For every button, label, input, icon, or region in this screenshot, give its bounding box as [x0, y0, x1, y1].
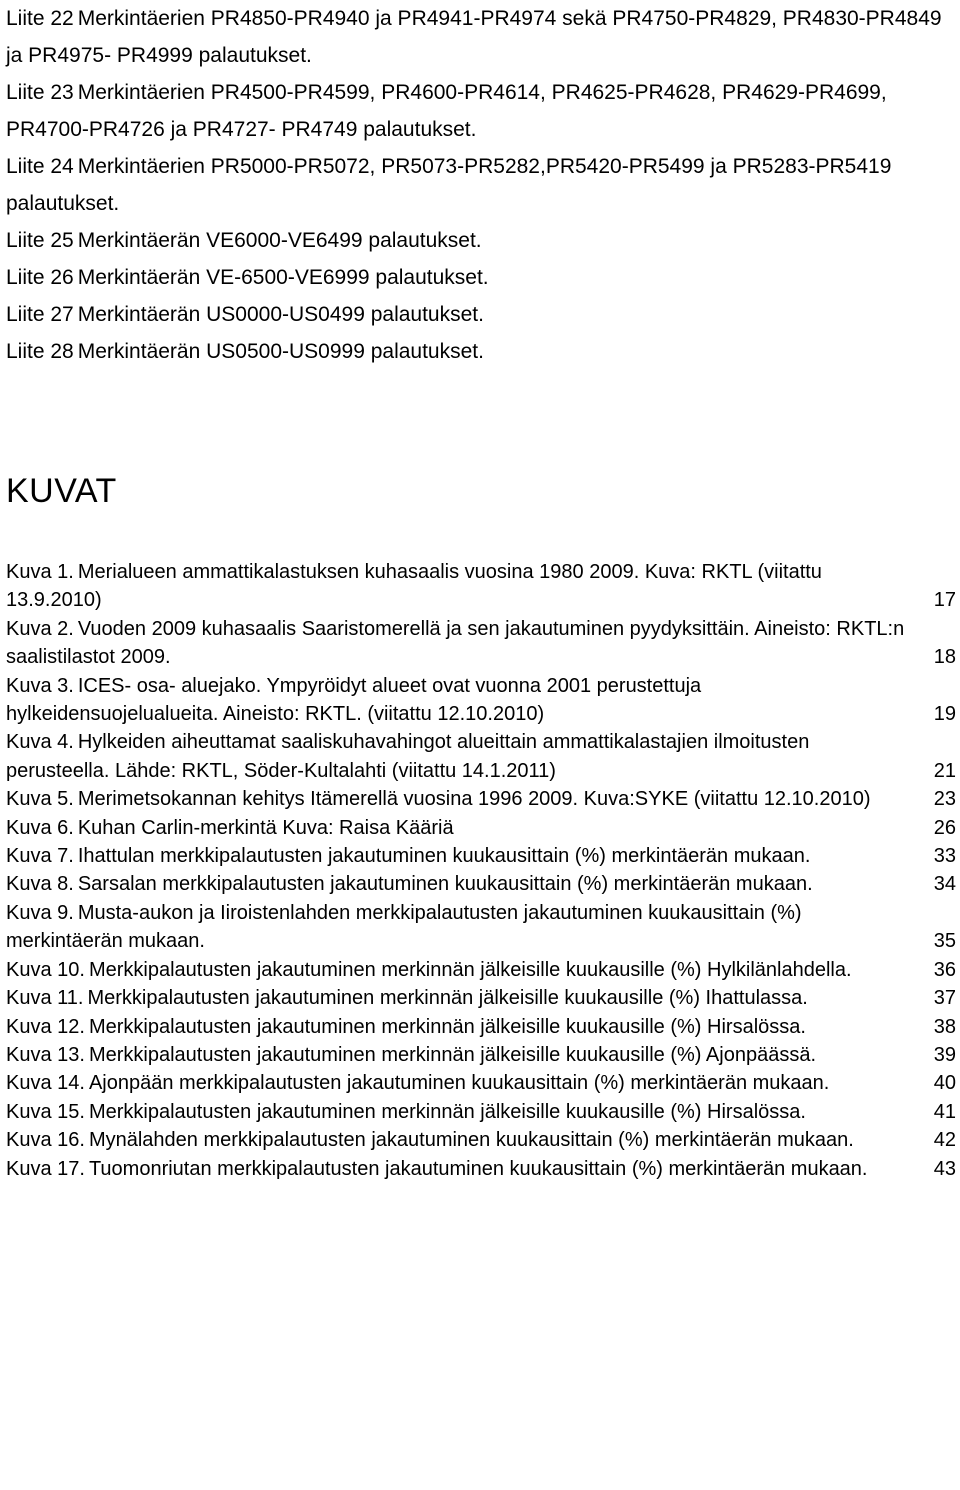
figure-label: Kuva 14.: [6, 1072, 85, 1095]
figure-caption: Merialueen ammattikalastuksen kuhasaalis vuosina 1980 2009. Kuva: RKTL (viitattu 13.9.2010): [6, 561, 822, 612]
appendix-text: Merkintäerän US0500-US0999 palautukset.: [77, 340, 484, 363]
figure-entry: [6, 814, 956, 842]
figure-label: Kuva 9.: [6, 901, 74, 924]
figure-label: Kuva 16.: [6, 1129, 85, 1152]
figure-label: Kuva 12.: [6, 1015, 85, 1038]
figure-caption: ICES- osa- aluejako. Ympyröidyt alueet ovat vuonna 2001 perustettuja hylkeidensuojelualueita. Aineisto: RKTL. (viitattu 12.10.2010): [6, 674, 702, 726]
appendix-label: Liite 27: [6, 303, 74, 326]
figure-caption: Kuhan Carlin-merkintä Kuva: Raisa Kääriä: [77, 816, 454, 839]
appendix-entry: [6, 259, 956, 296]
appendix-label: Liite 26: [6, 266, 74, 289]
figure-entry: [6, 1155, 956, 1183]
figure-entry: [6, 1013, 956, 1041]
figure-label: Kuva 2.: [6, 617, 74, 640]
figure-caption: Musta-aukon ja Iiroistenlahden merkkipalautusten jakautuminen kuukausittain (%) merkintäerän mukaan.: [6, 901, 802, 953]
figure-label: Kuva 11.: [6, 987, 84, 1010]
appendix-entry: [6, 333, 956, 370]
figure-caption: Hylkeiden aiheuttamat saaliskuhavahingot alueittain ammattikalastajien ilmoitusten perusteella. Lähde: RKTL, Söder-Kultalahti (viitattu 14.1.2011): [6, 731, 810, 782]
figure-caption: Tuomonriutan merkkipalautusten jakautuminen kuukausittain (%) merkintäerän mukaan.: [88, 1157, 868, 1180]
figure-page-number: 21: [933, 759, 956, 782]
figure-page-number: 33: [933, 845, 956, 868]
figure-caption: Merkkipalautusten jakautuminen merkinnän jälkeisille kuukausille (%) Hirsalössa.: [88, 1015, 806, 1038]
figure-caption: Merimetsokannan kehitys Itämerellä vuosina 1996 2009. Kuva:SYKE (viitattu 12.10.2010): [77, 788, 871, 811]
figure-caption: Merkkipalautusten jakautuminen merkinnän jälkeisille kuukausille (%) Ihattulassa.: [87, 987, 808, 1010]
figure-entry: [6, 899, 956, 956]
appendix-label: Liite 25: [6, 229, 74, 252]
figure-label: Kuva 10.: [6, 958, 85, 981]
figure-label: Kuva 4.: [6, 731, 74, 754]
figure-caption: Merkkipalautusten jakautuminen merkinnän jälkeisille kuukausille (%) Hirsalössa.: [88, 1100, 806, 1123]
appendix-label: Liite 22: [6, 7, 74, 30]
figure-label: Kuva 5.: [6, 788, 74, 811]
figure-label: Kuva 17.: [6, 1157, 85, 1180]
appendix-text: Merkintäerien PR4850-PR4940 ja PR4941-PR4974 sekä PR4750-PR4829, PR4830-PR4849 ja PR4975- PR4999 palautukset.: [6, 7, 942, 67]
figure-page-number: 42: [933, 1129, 956, 1152]
figure-label: Kuva 8.: [6, 873, 74, 896]
figure-caption: Merkkipalautusten jakautuminen merkinnän jälkeisille kuukausille (%) Hylkilänlahdella.: [88, 958, 852, 981]
figure-label: Kuva 1.: [6, 561, 74, 583]
appendix-entry: [6, 222, 956, 259]
figure-caption: Mynälahden merkkipalautusten jakautuminen kuukausittain (%) merkintäerän mukaan.: [88, 1129, 854, 1152]
figure-entry: [6, 870, 956, 898]
figure-page-number: 23: [933, 788, 956, 811]
figure-page-number: 41: [933, 1100, 956, 1123]
figure-entry: [6, 1098, 956, 1126]
appendix-entry: [6, 148, 956, 222]
figure-page-number: 34: [933, 873, 956, 896]
figure-entry: [6, 1069, 956, 1097]
figure-entry: [6, 728, 956, 785]
figure-page-number: 39: [933, 1043, 956, 1066]
figure-label: Kuva 7.: [6, 845, 74, 868]
appendix-text: Merkintäerän VE6000-VE6499 palautukset.: [77, 229, 482, 252]
figure-entry: [6, 672, 956, 729]
figure-entry: [6, 1126, 956, 1154]
appendix-text: Merkintäerien PR4500-PR4599, PR4600-PR4614, PR4625-PR4628, PR4629-PR4699, PR4700-PR4726 ja PR4727- PR4749 palautukset.: [6, 81, 887, 141]
figure-page-number: 26: [933, 816, 956, 839]
figure-caption: Sarsalan merkkipalautusten jakautuminen kuukausittain (%) merkintäerän mukaan.: [77, 873, 813, 896]
figure-page-number: 38: [933, 1015, 956, 1038]
figure-entry: [6, 1041, 956, 1069]
figure-caption: Merkkipalautusten jakautuminen merkinnän jälkeisille kuukausille (%) Ajonpäässä.: [88, 1043, 816, 1066]
appendix-label: Liite 28: [6, 340, 74, 363]
figure-page-number: 37: [933, 987, 956, 1010]
figure-caption: Vuoden 2009 kuhasaalis Saaristomerellä ja sen jakautuminen pyydyksittäin. Aineisto: RKTL:n saalistilastot 2009.: [6, 617, 905, 669]
figure-page-number: 40: [933, 1072, 956, 1095]
figure-entry: [6, 558, 956, 615]
appendix-entry: [6, 74, 956, 148]
appendix-label: Liite 24: [6, 155, 74, 178]
figure-label: Kuva 3.: [6, 674, 74, 697]
figure-page-number: 17: [933, 589, 956, 612]
figure-label: Kuva 13.: [6, 1043, 85, 1066]
figure-entry: [6, 984, 956, 1012]
figure-caption: Ihattulan merkkipalautusten jakautuminen kuukausittain (%) merkintäerän mukaan.: [77, 845, 811, 868]
appendix-entry: [6, 296, 956, 333]
appendix-text: Merkintäerän VE-6500-VE6999 palautukset.: [77, 266, 489, 289]
section-heading: KUVAT: [6, 472, 117, 510]
figure-entry: [6, 615, 956, 672]
figure-page-number: 19: [933, 703, 956, 726]
figure-entry: [6, 956, 956, 984]
figure-entry: [6, 785, 956, 813]
figure-label: Kuva 15.: [6, 1100, 85, 1123]
figure-entry: [6, 842, 956, 870]
figure-page-number: 35: [933, 930, 956, 953]
figure-label: Kuva 6.: [6, 816, 74, 839]
figure-caption: Ajonpään merkkipalautusten jakautuminen kuukausittain (%) merkintäerän mukaan.: [88, 1072, 830, 1095]
appendix-text: Merkintäerän US0000-US0499 palautukset.: [77, 303, 484, 326]
figure-list: [6, 558, 956, 1183]
figure-page-number: 18: [933, 646, 956, 669]
appendix-label: Liite 23: [6, 81, 74, 104]
appendix-text: Merkintäerien PR5000-PR5072, PR5073-PR5282,PR5420-PR5499 ja PR5283-PR5419 palautukset.: [6, 155, 892, 215]
figure-page-number: 36: [933, 958, 956, 981]
figure-page-number: 43: [933, 1157, 956, 1180]
appendix-list: [6, 0, 956, 370]
appendix-entry: [6, 0, 956, 74]
